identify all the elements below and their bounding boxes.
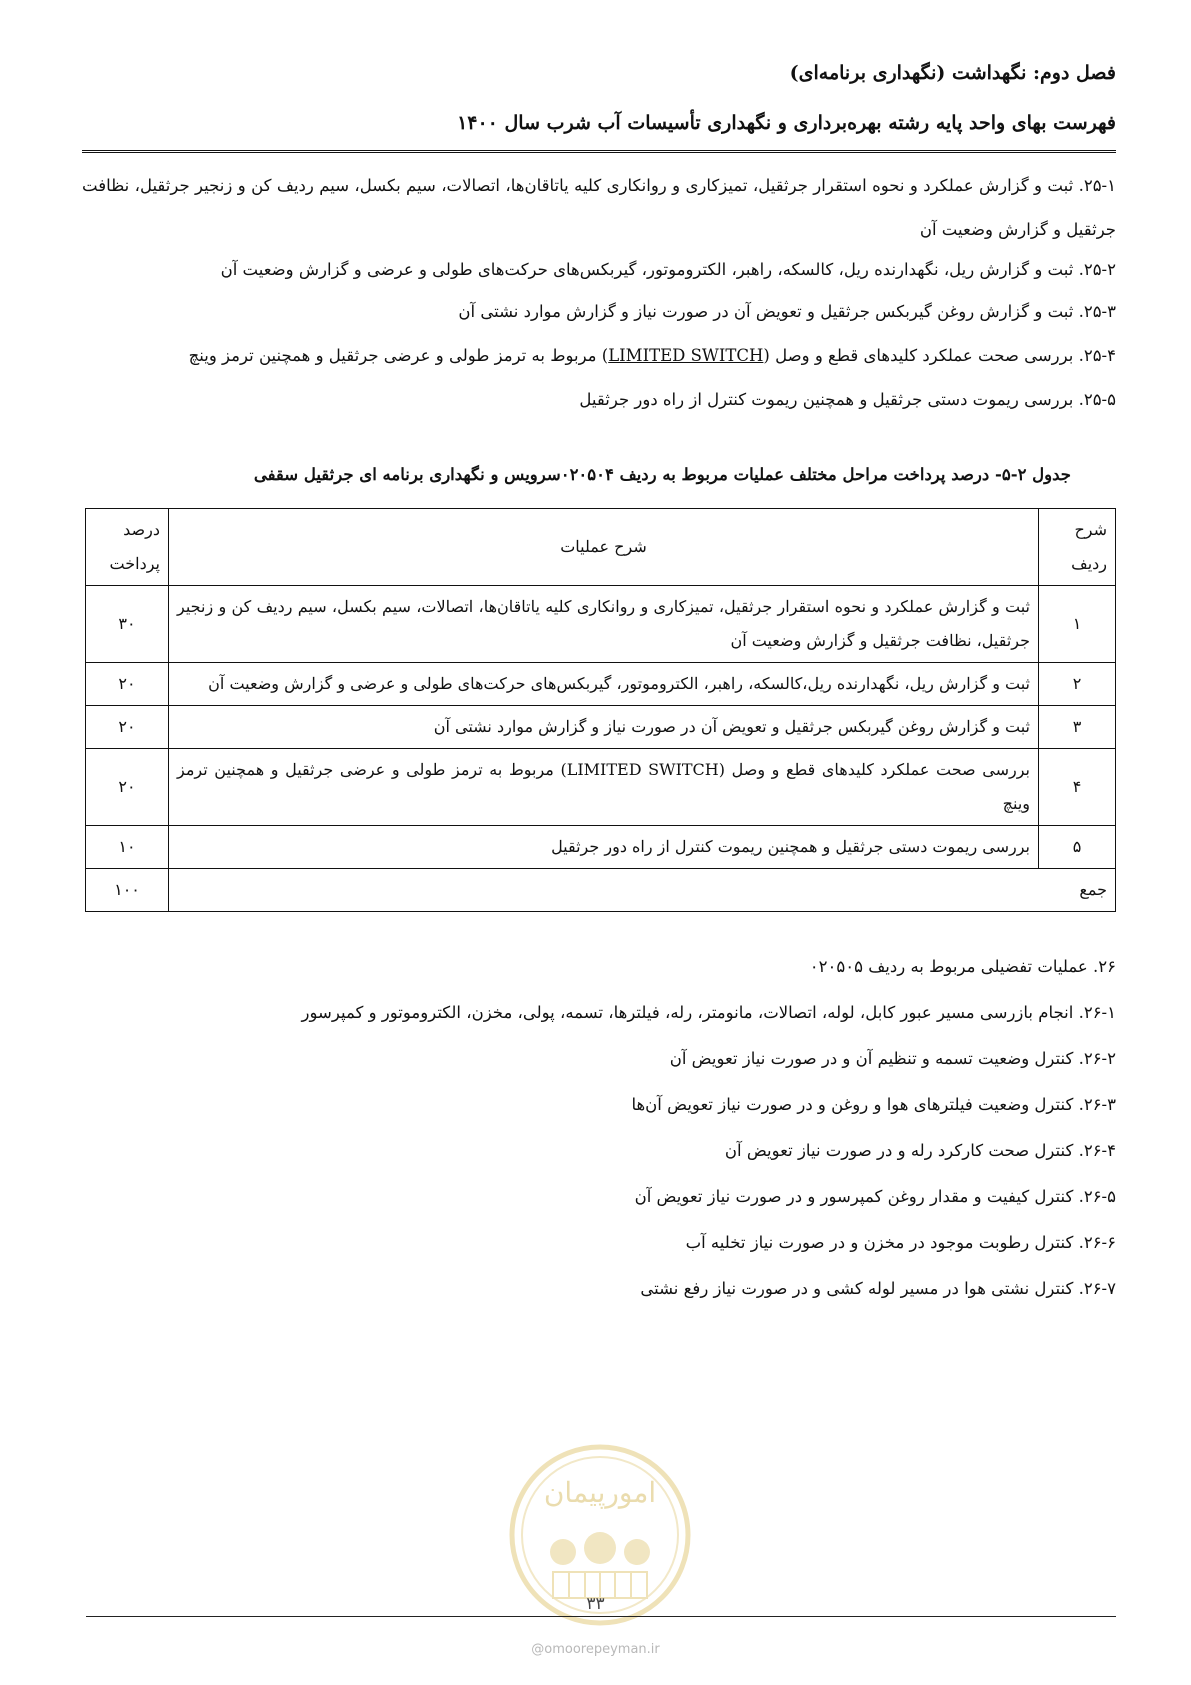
header-percent-line1: درصد <box>123 520 160 539</box>
table-total-row <box>86 869 1116 912</box>
section26-item: ۲۶-۳. کنترل وضعیت فیلترهای هوا و روغن و در صورت نیاز تعویض آن‌ها <box>631 1095 1116 1114</box>
section26-item: ۲۶-۶. کنترل رطوبت موجود در مخزن و در صورت نیاز تخلیه آب <box>685 1233 1116 1252</box>
row-percent: ۲۰ <box>86 706 169 749</box>
header-description: شرح عملیات <box>169 509 1039 586</box>
table-row <box>86 586 1116 663</box>
table-row <box>86 706 1116 749</box>
website-watermark: @omoorepeyman.ir <box>531 1642 660 1657</box>
logo-text: امورپیمان <box>543 1476 657 1509</box>
header-percent <box>86 509 169 586</box>
table-header-row <box>86 509 1116 586</box>
section26-item: ۲۶-۴. کنترل صحت کارکرد رله و در صورت نیاز تعویض آن <box>724 1141 1116 1160</box>
section26-title: ۲۶. عملیات تفضیلی مربوط به ردیف ۰۲۰۵۰۵ <box>809 957 1116 976</box>
header-row-no-line1: شرح <box>1074 520 1107 539</box>
row-number: ۵ <box>1039 826 1116 869</box>
section26-item: ۲۶-۱. انجام بازرسی مسیر عبور کابل، لوله، اتصالات، مانومتر، رله، فیلترها، تسمه، پولی، مخزن، الکتروموتور و کمپرسور <box>301 1003 1116 1022</box>
row-percent: ۲۰ <box>86 663 169 706</box>
total-label: جمع <box>169 869 1116 912</box>
section26-item: ۲۶-۷. کنترل نشتی هوا در مسیر لوله کشی و در صورت نیاز رفع نشتی <box>640 1279 1116 1298</box>
limited-switch-term: LIMITED SWITCH <box>608 346 764 365</box>
row-number: ۴ <box>1039 749 1116 826</box>
document-subtitle: فهرست بهای واحد پایه رشته بهره‌برداری و نگهداری تأسیسات آب شرب سال ۱۴۰۰ <box>457 112 1116 134</box>
table-row <box>86 826 1116 869</box>
row-percent: ۲۰ <box>86 749 169 826</box>
header-row-no-line2: ردیف <box>1071 554 1107 573</box>
section25-item2: ۲۵-۲. ثبت و گزارش ریل، نگهدارنده ریل، کالسکه، راهبر، الکتروموتور، گیربکس‌های حرکت‌های طولی و عرضی و گزارش وضعیت آن <box>220 260 1116 279</box>
section25-item3: ۲۵-۳. ثبت و گزارش روغن گیربکس جرثقیل و تعویض آن در صورت نیاز و گزارش موارد نشتی آن <box>458 302 1116 321</box>
row-description: ثبت و گزارش روغن گیربکس جرثقیل و تعویض آن در صورت نیاز و گزارش موارد نشتی آن <box>169 706 1039 749</box>
section25-item4-post: ) مربوط به ترمز طولی و عرضی جرثقیل و همچنین ترمز وینچ <box>188 346 609 365</box>
section25-item1: ۲۵-۱. ثبت و گزارش عملکرد و نحوه استقرار جرثقیل، تمیزکاری و روانکاری کلیه یاتاقان‌ها، اتصالات، سیم بکسل، سیم ردیف کن و زنجیر جرثقیل، نظافت جرثقیل و گزارش وضعیت آن <box>82 176 1116 239</box>
row-description: بررسی ریموت دستی جرثقیل و همچنین ریموت کنترل از راه دور جرثقیل <box>169 826 1039 869</box>
row-number: ۲ <box>1039 663 1116 706</box>
section25-item4 <box>82 334 1116 378</box>
row-description: ثبت و گزارش عملکرد و نحوه استقرار جرثقیل، تمیزکاری و روانکاری کلیه یاتاقان‌ها، اتصالات، سیم بکسل، سیم ردیف کن و زنجیر جرثقیل، نظافت جرثقیل و گزارش وضعیت آن <box>169 586 1039 663</box>
header-divider <box>82 150 1116 153</box>
table-row <box>86 749 1116 826</box>
row-percent: ۱۰ <box>86 826 169 869</box>
row-description: ثبت و گزارش ریل، نگهدارنده ریل،کالسکه، راهبر، الکتروموتور، گیربکس‌های حرکت‌های طولی و عرضی و گزارش وضعیت آن <box>169 663 1039 706</box>
section26-item: ۲۶-۵. کنترل کیفیت و مقدار روغن کمپرسور و در صورت نیاز تعویض آن <box>634 1187 1116 1206</box>
row-number: ۱ <box>1039 586 1116 663</box>
chapter-title: فصل دوم: نگهداشت (نگهداری برنامه‌ای) <box>789 62 1116 84</box>
operations-table <box>85 508 1116 912</box>
total-value: ۱۰۰ <box>86 869 169 912</box>
row-percent: ۳۰ <box>86 586 169 663</box>
table-title: جدول ۲-۵- درصد پرداخت مراحل مختلف عملیات مربوط به ردیف ۰۲۰۵۰۴سرویس و نگهداری برنامه ای جرثقیل سقفی <box>253 465 1071 484</box>
section25-item5: ۲۵-۵. بررسی ریموت دستی جرثقیل و همچنین ریموت کنترل از راه دور جرثقیل <box>579 390 1116 409</box>
header-row-no <box>1039 509 1116 586</box>
section26 <box>82 944 1116 1312</box>
row-description: بررسی صحت عملکرد کلیدهای قطع و وصل (LIMITED SWITCH) مربوط به ترمز طولی و عرضی جرثقیل و همچنین ترمز وینچ <box>169 749 1039 826</box>
table-row <box>86 663 1116 706</box>
row-number: ۳ <box>1039 706 1116 749</box>
section26-item: ۲۶-۲. کنترل وضعیت تسمه و تنظیم آن و در صورت نیاز تعویض آن <box>669 1049 1116 1068</box>
header-percent-line2: پرداخت <box>109 554 160 573</box>
page-number: ۳۳ <box>586 1594 605 1614</box>
footer-divider <box>86 1616 1116 1617</box>
section25-item4-pre: ۲۵-۴. بررسی صحت عملکرد کلیدهای قطع و وصل ( <box>763 346 1116 365</box>
